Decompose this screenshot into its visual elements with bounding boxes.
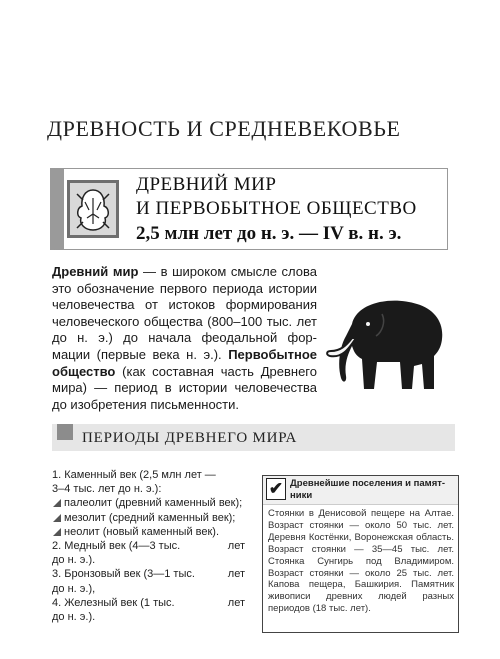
periods-heading: ПЕРИОДЫ ДРЕВНЕГО МИРА xyxy=(82,430,298,446)
list-item: неолит (новый каменный век). xyxy=(52,525,245,539)
sidebox-text: Стоянки в Денисовой пещере на Алтае. Возраст стоянки — около 50 тыс. лет. Деревня Костёнки, Воронежская область. Возраст стоянки — 35—45 тыс. лет. Стоянка Сунгирь под Владимиром. Возраст стоянки — около 25 тыс. лет. Капова пещера, Башкирия. Памятник живописи древних людей разных периодов (18 тыс. лет). xyxy=(268,508,454,615)
sidebox-title: Древнейшие поселения и памят-ники xyxy=(290,478,446,501)
list-item: мезолит (средний каменный век); xyxy=(52,511,245,525)
cave-painting-icon xyxy=(67,180,119,238)
list-item: 4. Железный век (1 тыс. лет xyxy=(52,596,245,609)
list-item: 1. Каменный век (2,5 млн лет — xyxy=(52,469,216,481)
term-ancient-world: Древний мир xyxy=(52,264,139,279)
checkmark-icon: ✔ xyxy=(266,478,286,500)
list-item: палеолит (древний каменный век); xyxy=(52,496,245,510)
periods-list xyxy=(52,468,245,624)
chapter-title-line2: И ПЕРВОБЫТНОЕ ОБЩЕСТВО xyxy=(136,198,417,219)
section-title: ДРЕВНОСТЬ И СРЕДНЕВЕКОВЬЕ xyxy=(47,116,401,141)
list-item: 3–4 тыс. лет до н. э.): xyxy=(52,483,162,496)
list-item: 3. Бронзовый век (3—1 тыс. лет xyxy=(52,568,245,581)
list-item: 2. Медный век (4—3 тыс. лет xyxy=(52,540,245,553)
list-item: до н. э.). xyxy=(52,554,96,567)
chapter-title-line1: ДРЕВНИЙ МИР xyxy=(136,174,277,195)
chapter-dates: 2,5 млн лет до н. э. — IV в. н. э. xyxy=(136,223,402,244)
intro-paragraph: Древний мир — в широком смысле слова это обозначение первого периода истории человечества от истоков формирования человеческого общества (800–100 тыс. лет до н. э.) до начала феодальной фор- мации (первые века н. э.). Первобытное общество (как составная часть Древнего мира) — период в истории человечества до изобретения письменности. xyxy=(52,264,317,412)
band-marker xyxy=(57,424,73,440)
list-item: до н. э.). xyxy=(52,611,96,624)
term-primitive-society: Первобытное xyxy=(228,346,317,362)
mammoth-icon xyxy=(322,294,452,394)
list-item: до н. э.), xyxy=(52,582,96,595)
